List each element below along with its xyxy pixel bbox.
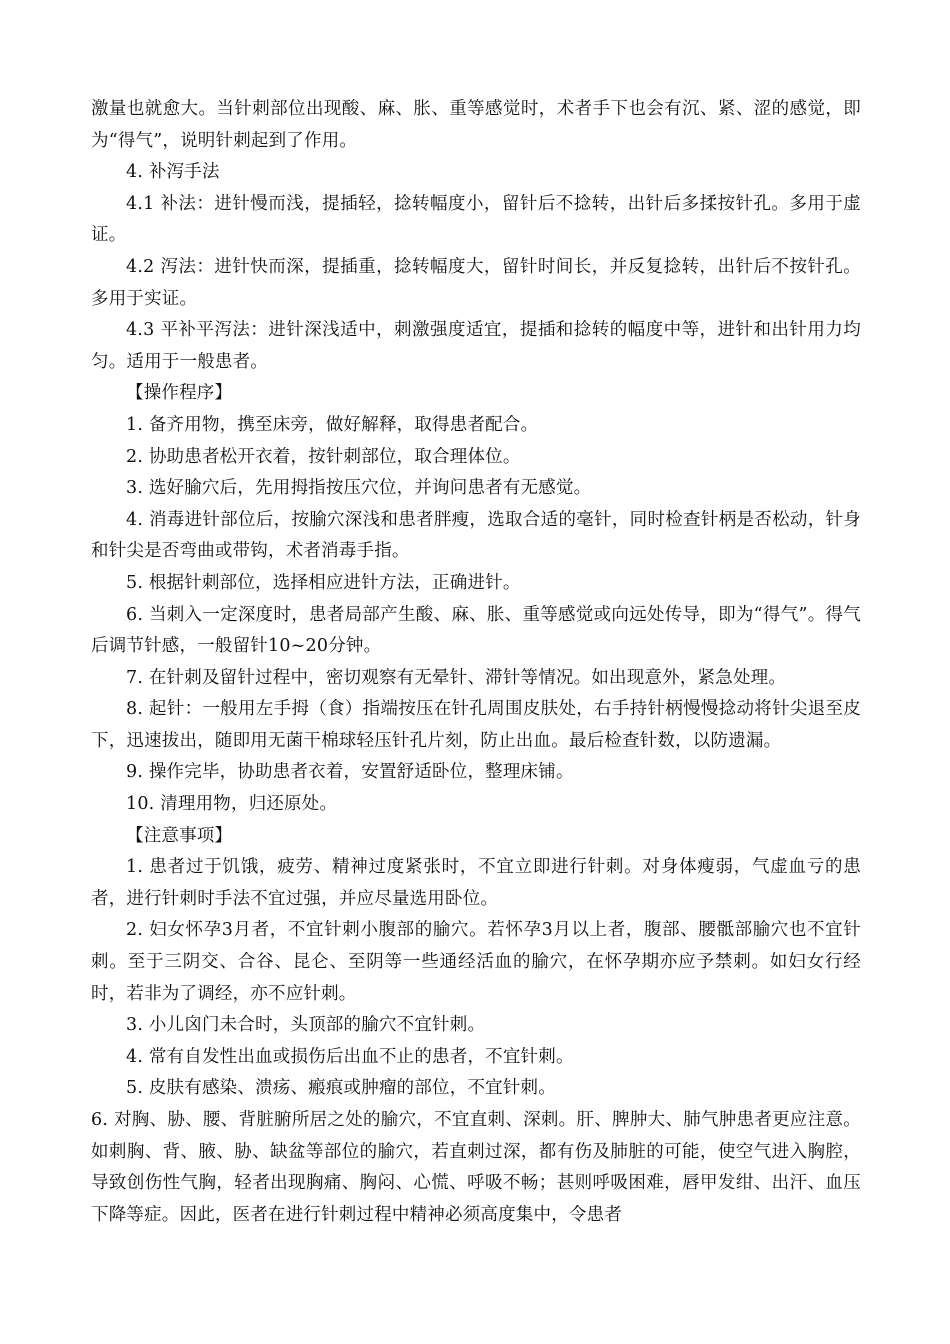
paragraph-even: 4.3 平补平泻法：进针深浅适中，刺激强度适宜，提插和捻转的幅度中等，进针和出针用力均匀。适用于一般患者。 xyxy=(91,320,861,372)
precaution-5: 5. 皮肤有感染、溃疡、瘢痕或肿瘤的部位，不宜针刺。 xyxy=(126,1078,556,1099)
procedure-step-4: 4. 消毒进针部位后，按腧穴深浅和患者胖瘦，选取合适的毫针，同时检查针柄是否松动，针身和针尖是否弯曲或带钩，术者消毒手指。 xyxy=(91,509,861,562)
procedure-step-8: 8. 起针：一般用左手拇（食）指端按压在针孔周围皮肤处，右手持针柄慢慢捻动将针尖退至皮下，迅速拔出，随即用无菌干棉球轻压针孔片刻，防止出血。最后检查针数，以防遗漏。 xyxy=(91,699,861,751)
procedure-step-7: 7. 在针刺及留针过程中，密切观察有无晕针、滞针等情况。如出现意外，紧急处理。 xyxy=(126,667,787,688)
section-heading-supplement-drain: 4. 补泻手法 xyxy=(126,162,220,183)
section-heading-precautions: 【注意事项】 xyxy=(126,825,233,846)
precaution-6: 6. 对胸、胁、腰、背脏腑所居之处的腧穴，不宜直刺、深刺。肝、脾肿大、肺气肿患者更应注意。如刺胸、背、腋、胁、缺盆等部位的腧穴，若直刺过深，都有伤及肺脏的可能，使空气进入胸腔，导致创伤性气胸，轻者出现胸痛、胸闷、心慌、呼吸不畅；甚则呼吸困难，唇甲发绀、出汗、血压下降等症。因此，医者在进行针刺过程中精神必须高度集中，令患者 xyxy=(91,1110,861,1225)
precaution-4: 4. 常有自发性出血或损伤后出血不止的患者，不宜针刺。 xyxy=(126,1046,574,1067)
procedure-step-1: 1. 备齐用物，携至床旁，做好解释，取得患者配合。 xyxy=(126,414,539,435)
procedure-step-9: 9. 操作完毕，协助患者衣着，安置舒适卧位，整理床铺。 xyxy=(126,762,574,783)
procedure-step-2: 2. 协助患者松开衣着，按针刺部位，取合理体位。 xyxy=(126,446,521,467)
paragraph-drain: 4.2 泻法：进针快而深，提插重，捻转幅度大，留针时间长，并反复捻转，出针后不按针孔。多用于实证。 xyxy=(91,256,861,309)
procedure-step-5: 5. 根据针刺部位，选择相应进针方法，正确进针。 xyxy=(126,572,521,593)
precaution-1: 1. 患者过于饥饿，疲劳、精神过度紧张时，不宜立即进行针刺。对身体瘦弱，气虚血亏的患者，进行针刺时手法不宜过强，并应尽量选用卧位。 xyxy=(91,857,861,909)
precaution-2: 2. 妇女怀孕3月者，不宜针刺小腹部的腧穴。若怀孕3月以上者，腹部、腰骶部腧穴也不宜针刺。至于三阴交、合谷、昆仑、至阴等一些通经活血的腧穴，在怀孕期亦应予禁刺。如妇女行经时，若非为了调经，亦不应针刺。 xyxy=(91,920,861,1004)
procedure-step-3: 3. 选好腧穴后，先用拇指按压穴位，并询问患者有无感觉。 xyxy=(126,478,592,499)
document-body xyxy=(91,94,861,1231)
procedure-step-6: 6. 当刺入一定深度时，患者局部产生酸、麻、胀、重等感觉或向远处传导，即为“得气”。得气后调节针感，一般留针10~20分钟。 xyxy=(91,604,861,657)
section-heading-procedure: 【操作程序】 xyxy=(126,383,233,404)
paragraph-tonify: 4.1 补法：进针慢而浅，提插轻，捻转幅度小，留针后不捻转，出针后多揉按针孔。多用于虚证。 xyxy=(91,193,861,246)
precaution-3: 3. 小儿囟门未合时，头顶部的腧穴不宜针刺。 xyxy=(126,1015,486,1036)
paragraph-continuation: 激量也就愈大。当针刺部位出现酸、麻、胀、重等感觉时，术者手下也会有沉、紧、涩的感觉，即为“得气”，说明针刺起到了作用。 xyxy=(91,99,861,151)
procedure-step-10: 10. 清理用物，归还原处。 xyxy=(126,794,338,815)
